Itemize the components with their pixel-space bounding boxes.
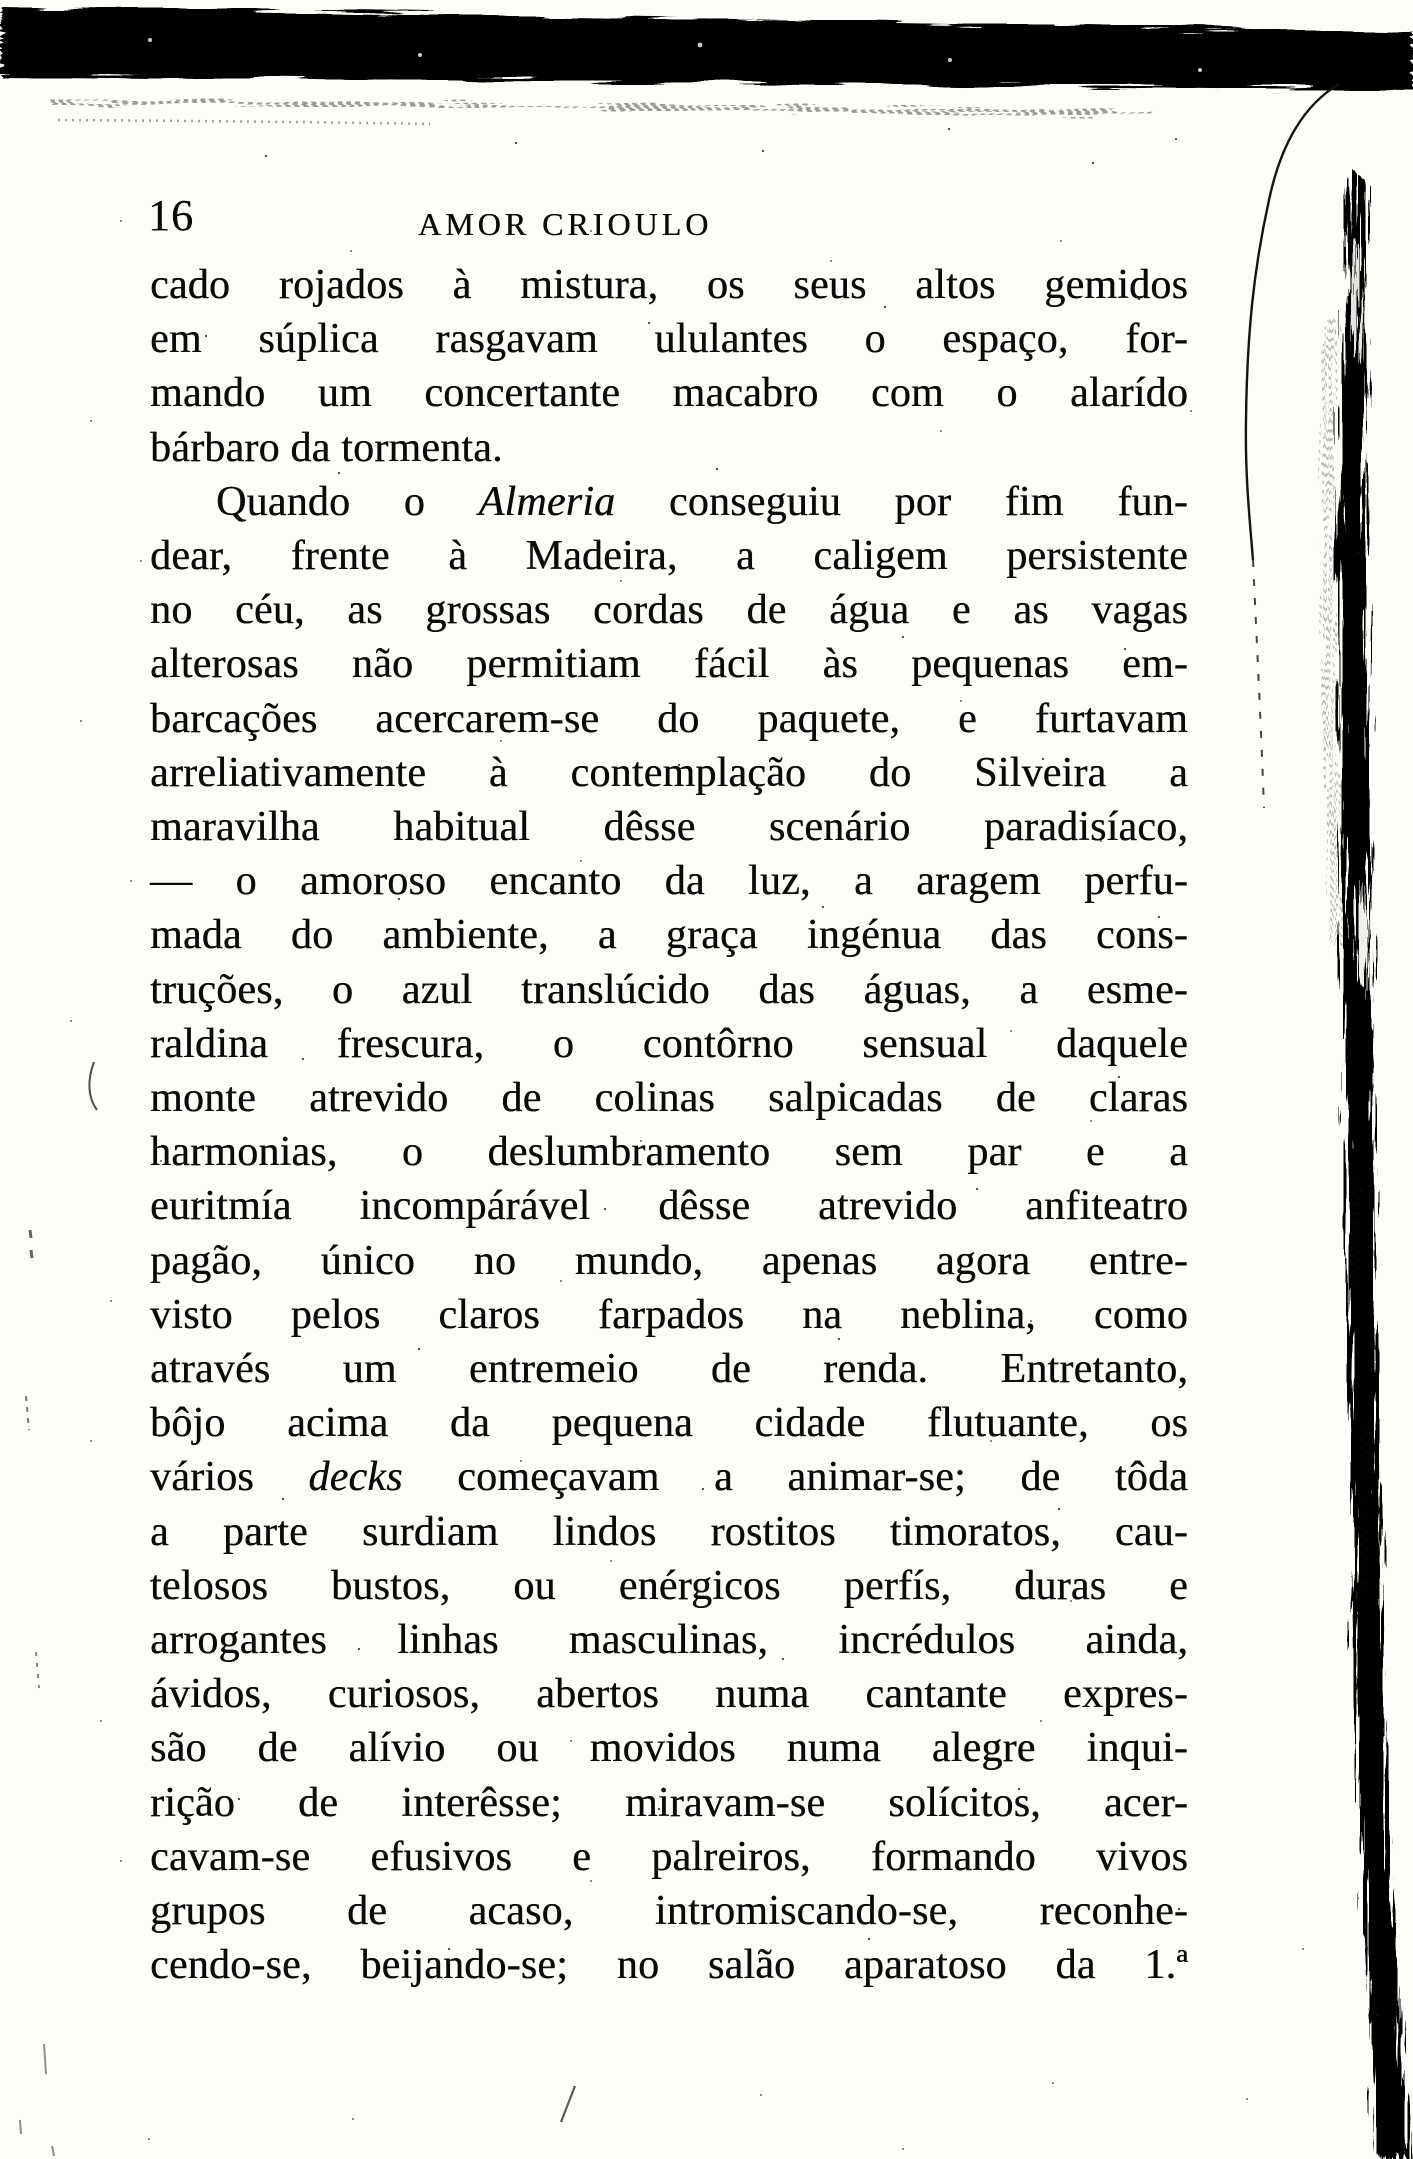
text-line	[150, 746, 1188, 800]
text-line	[150, 475, 1188, 529]
text-line	[150, 854, 1188, 908]
text-line	[150, 366, 1188, 420]
scan-artifact-top-band	[0, 6, 1413, 124]
text-line	[150, 1125, 1188, 1179]
text-line	[150, 1559, 1188, 1613]
text-segment: a parte surdiam lindos rostitos timoratos, cau-	[150, 1508, 1188, 1555]
text-segment: mando um concertante macabro com o alarído	[150, 370, 1188, 417]
text-line	[150, 421, 1188, 475]
text-segment: cavam-se efusivos e palreiros, formando vivos	[150, 1833, 1188, 1880]
running-title: AMOR CRIOULO	[418, 206, 713, 242]
text-line	[150, 1071, 1188, 1125]
text-segment: truções, o azul translúcido das águas, a esme-	[150, 966, 1188, 1013]
text-segment: são de alívio ou movidos numa alegre inqui-	[150, 1725, 1188, 1772]
text-line	[150, 1288, 1188, 1342]
text-segment: maravilha habitual dêsse scenário paradisíaco,	[150, 804, 1188, 851]
page-number: 16	[148, 191, 194, 240]
text-segment: no céu, as grossas cordas de água e as vagas	[150, 587, 1188, 634]
text-line	[150, 1667, 1188, 1721]
text-segment: barcações acercarem-se do paquete, e furtavam	[150, 695, 1188, 742]
text-segment: cado rojados à mistura, os seus altos gemidos	[150, 262, 1188, 308]
text-segment: visto pelos claros farpados na neblina, como	[150, 1291, 1188, 1338]
text-segment-italic: decks	[308, 1454, 403, 1501]
text-segment: começavam a animar-se; de tôda	[402, 1454, 1189, 1501]
text-segment: rição de interêsse; miravam-se solícitos, acer-	[150, 1779, 1188, 1826]
text-line	[150, 312, 1188, 366]
text-line	[150, 908, 1188, 962]
text-segment: pagão, único no mundo, apenas agora entre-	[150, 1237, 1188, 1284]
text-segment: vários	[150, 1454, 309, 1501]
text-line	[150, 1776, 1188, 1830]
text-line	[150, 963, 1188, 1017]
text-line	[150, 1342, 1188, 1396]
scan-artifact-gutter-band	[1327, 170, 1410, 2159]
text-segment: bárbaro da tormenta.	[150, 424, 503, 471]
scan-artifact-crease	[1246, 84, 1339, 808]
text-segment: arrogantes linhas masculinas, incrédulos ainda,	[150, 1617, 1188, 1664]
text-segment: cendo-se, beijando-se; no salão aparatoso da 1.ª	[150, 1942, 1188, 1989]
text-segment: em súplica rasgavam ululantes o espaço, for-	[150, 316, 1188, 363]
text-line	[150, 1234, 1188, 1288]
text-segment: raldina frescura, o contôrno sensual daquele	[150, 1020, 1188, 1067]
text-line	[150, 1721, 1188, 1775]
text-line	[150, 583, 1188, 637]
text-segment-italic: Almeria	[478, 478, 616, 525]
text-line	[150, 1017, 1188, 1071]
text-line	[150, 1505, 1188, 1559]
scan-noise	[0, 0, 2, 2]
text-line	[150, 1884, 1188, 1938]
text-segment: conseguiu por fim fun-	[615, 478, 1188, 525]
text-segment: — o amoroso encanto da luz, a aragem perfu-	[150, 858, 1188, 905]
text-segment: dear, frente à Madeira, a caligem persistente	[150, 533, 1188, 580]
scan-noise	[0, 0, 2, 2]
text-line	[150, 529, 1188, 583]
text-line	[150, 1613, 1188, 1667]
text-segment: mada do ambiente, a graça ingénua das cons-	[150, 912, 1188, 959]
text-segment: harmonias, o deslumbramento sem par e a	[150, 1129, 1188, 1176]
text-line	[150, 1938, 1188, 1992]
text-segment: telosos bustos, ou enérgicos perfís, duras e	[150, 1562, 1188, 1609]
text-segment: arreliativamente à contemplação do Silveira a	[150, 749, 1188, 796]
text-line	[150, 258, 1188, 312]
text-segment: grupos de acaso, intromiscando-se, reconhe-	[150, 1888, 1188, 1935]
text-segment: alterosas não permitiam fácil às pequenas em-	[150, 641, 1188, 688]
text-line	[150, 1830, 1188, 1884]
page-body	[150, 258, 1188, 1993]
text-segment: ávidos, curiosos, abertos numa cantante expres-	[150, 1671, 1188, 1718]
text-line	[150, 800, 1188, 854]
text-line	[150, 1396, 1188, 1450]
text-line	[150, 1179, 1188, 1233]
text-line	[150, 692, 1188, 746]
text-segment: bôjo acima da pequena cidade flutuante, os	[150, 1400, 1188, 1447]
text-segment: Quando o	[216, 478, 479, 525]
text-line	[150, 1450, 1188, 1504]
text-line	[150, 637, 1188, 691]
text-segment: através um entremeio de renda. Entretanto,	[150, 1346, 1188, 1393]
text-segment: monte atrevido de colinas salpicadas de claras	[150, 1075, 1188, 1122]
text-segment: euritmía incompárável dêsse atrevido anfiteatro	[150, 1183, 1188, 1230]
